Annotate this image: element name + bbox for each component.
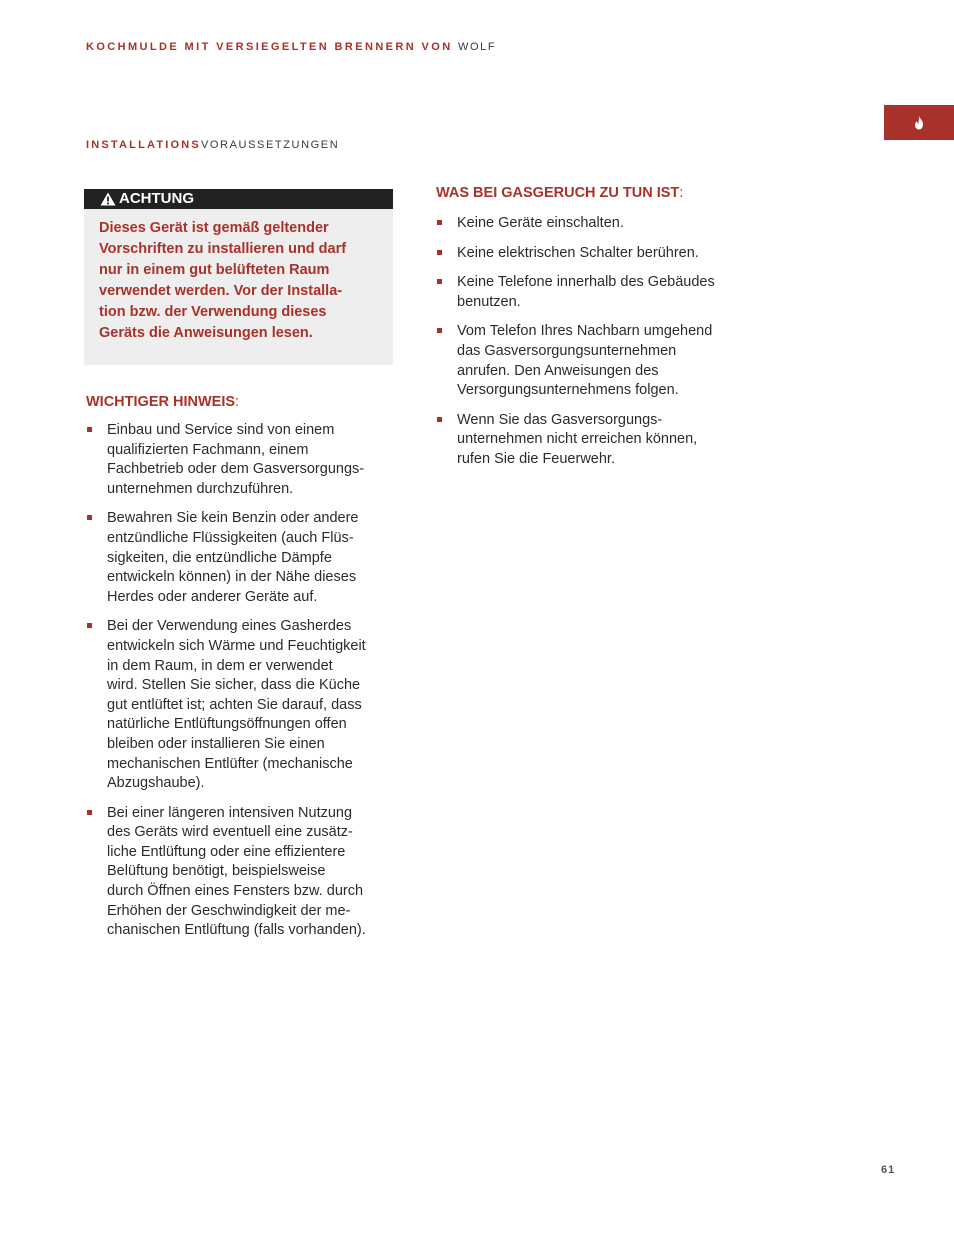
list-item <box>86 509 416 607</box>
list-item <box>86 617 416 793</box>
list-item-line: rufen Sie die Feuerwehr. <box>457 450 615 467</box>
list-item-line: natürliche Entlüftungsöffnungen offen <box>107 716 347 733</box>
list-item-line: qualifizierten Fachmann, einem <box>107 441 309 458</box>
list-item-line: entwickeln können) in der Nähe dieses <box>107 569 357 586</box>
list-item-line: Erhöhen der Geschwindigkeit der me- <box>107 902 351 919</box>
list-item-line: gut entlüftet ist; achten Sie darauf, dass <box>107 696 362 713</box>
bullet-square-icon <box>87 810 92 815</box>
warning-triangle-icon <box>100 192 116 206</box>
list-item-line: sigkeiten, die entzündliche Dämpfe <box>107 549 332 566</box>
list-item-line: in dem Raum, in dem er verwendet <box>107 657 333 674</box>
list-item <box>436 244 766 264</box>
gas-heading-text: WAS BEI GASGERUCH ZU TUN IST <box>436 185 680 201</box>
flame-icon <box>913 116 925 130</box>
list-item-line: Abzugshaube). <box>107 775 205 792</box>
section-title-red: INSTALLATIONS <box>86 139 201 151</box>
list-item-line: Wenn Sie das Gasversorgungs- <box>457 411 663 428</box>
list-item-line: des Geräts wird eventuell eine zusätz- <box>107 824 353 841</box>
list-item-line: Bewahren Sie kein Benzin oder andere <box>107 510 359 527</box>
warning-line: nur in einem gut belüfteten Raum <box>99 262 330 278</box>
bullet-square-icon <box>87 515 92 520</box>
gas-heading <box>436 185 683 201</box>
important-heading-text: WICHTIGER HINWEIS <box>86 394 236 410</box>
gas-list <box>436 214 766 480</box>
header-title: KOCHMULDE MIT VERSIEGELTEN BRENNERN VON <box>86 41 453 53</box>
bullet-square-icon <box>437 220 442 225</box>
warning-line: tion bzw. der Verwendung dieses <box>99 304 327 320</box>
list-item-line: durch Öffnen eines Fensters bzw. durch <box>107 883 364 900</box>
list-item <box>436 411 766 470</box>
list-item-line: Einbau und Service sind von einem <box>107 422 335 438</box>
list-item-line: entzündliche Flüssigkeiten (auch Flüs- <box>107 529 354 546</box>
list-item-line: Vom Telefon Ihres Nachbarn umgehend <box>457 323 713 340</box>
list-item-line: Versorgungsunternehmens folgen. <box>457 382 679 399</box>
header-brand: WOLF <box>458 41 497 53</box>
warning-header <box>84 189 393 209</box>
warning-line: Geräts die Anweisungen lesen. <box>99 325 313 341</box>
bullet-square-icon <box>437 328 442 333</box>
bullet-square-icon <box>437 279 442 284</box>
section-tab <box>884 105 954 140</box>
list-item <box>436 214 766 234</box>
list-item-line: Keine Geräte einschalten. <box>457 215 624 231</box>
warning-line: Dieses Gerät ist gemäß geltender <box>99 220 329 236</box>
list-item-line: unternehmen durchzuführen. <box>107 480 294 497</box>
list-item-line: mechanischen Entlüfter (mechanische <box>107 755 353 772</box>
list-item <box>86 421 416 499</box>
list-item-line: Keine Telefone innerhalb des Gebäudes <box>457 274 715 291</box>
warning-box <box>84 189 393 365</box>
bullet-square-icon <box>87 623 92 628</box>
list-item-line: Belüftung benötigt, beispielsweise <box>107 863 326 880</box>
warning-line: verwendet werden. Vor der Installa- <box>99 283 343 299</box>
list-item-line: das Gasversorgungsunternehmen <box>457 342 677 359</box>
important-heading-colon: : <box>235 394 240 410</box>
list-item <box>86 804 416 941</box>
list-item-line: entwickeln sich Wärme und Feuchtigkeit <box>107 637 366 654</box>
list-item <box>436 322 766 400</box>
warning-label: ACHTUNG <box>119 190 194 207</box>
warning-text <box>84 209 393 344</box>
list-item-line: unternehmen nicht erreichen können, <box>457 431 698 448</box>
list-item-line: anrufen. Den Anweisungen des <box>457 362 659 379</box>
list-item-line: Herdes oder anderer Geräte auf. <box>107 588 318 605</box>
page-header <box>86 41 496 53</box>
list-item <box>436 273 766 312</box>
list-item-line: benutzen. <box>457 293 521 310</box>
section-title-rest: VORAUSSETZUNGEN <box>200 139 340 151</box>
list-item-line: Bei der Verwendung eines Gasherdes <box>107 618 352 635</box>
list-item-line: Bei einer längeren intensiven Nutzung <box>107 804 353 821</box>
bullet-square-icon <box>437 250 442 255</box>
important-heading <box>86 394 239 410</box>
bullet-square-icon <box>87 427 92 432</box>
list-item-line: bleiben oder installieren Sie einen <box>107 735 325 752</box>
warning-line: Vorschriften zu installieren und darf <box>99 241 347 257</box>
list-item-line: Keine elektrischen Schalter berühren. <box>457 244 699 261</box>
bullet-square-icon <box>437 417 442 422</box>
list-item-line: liche Entlüftung oder eine effizientere <box>107 843 346 860</box>
list-item-line: chanischen Entlüftung (falls vorhanden). <box>107 922 366 939</box>
list-item-line: Fachbetrieb oder dem Gasversorgungs- <box>107 461 365 478</box>
important-list <box>86 421 416 951</box>
section-title <box>86 139 339 151</box>
page-number: 61 <box>881 1164 896 1176</box>
gas-heading-colon: : <box>679 185 684 201</box>
list-item-line: wird. Stellen Sie sicher, dass die Küche <box>107 677 361 694</box>
